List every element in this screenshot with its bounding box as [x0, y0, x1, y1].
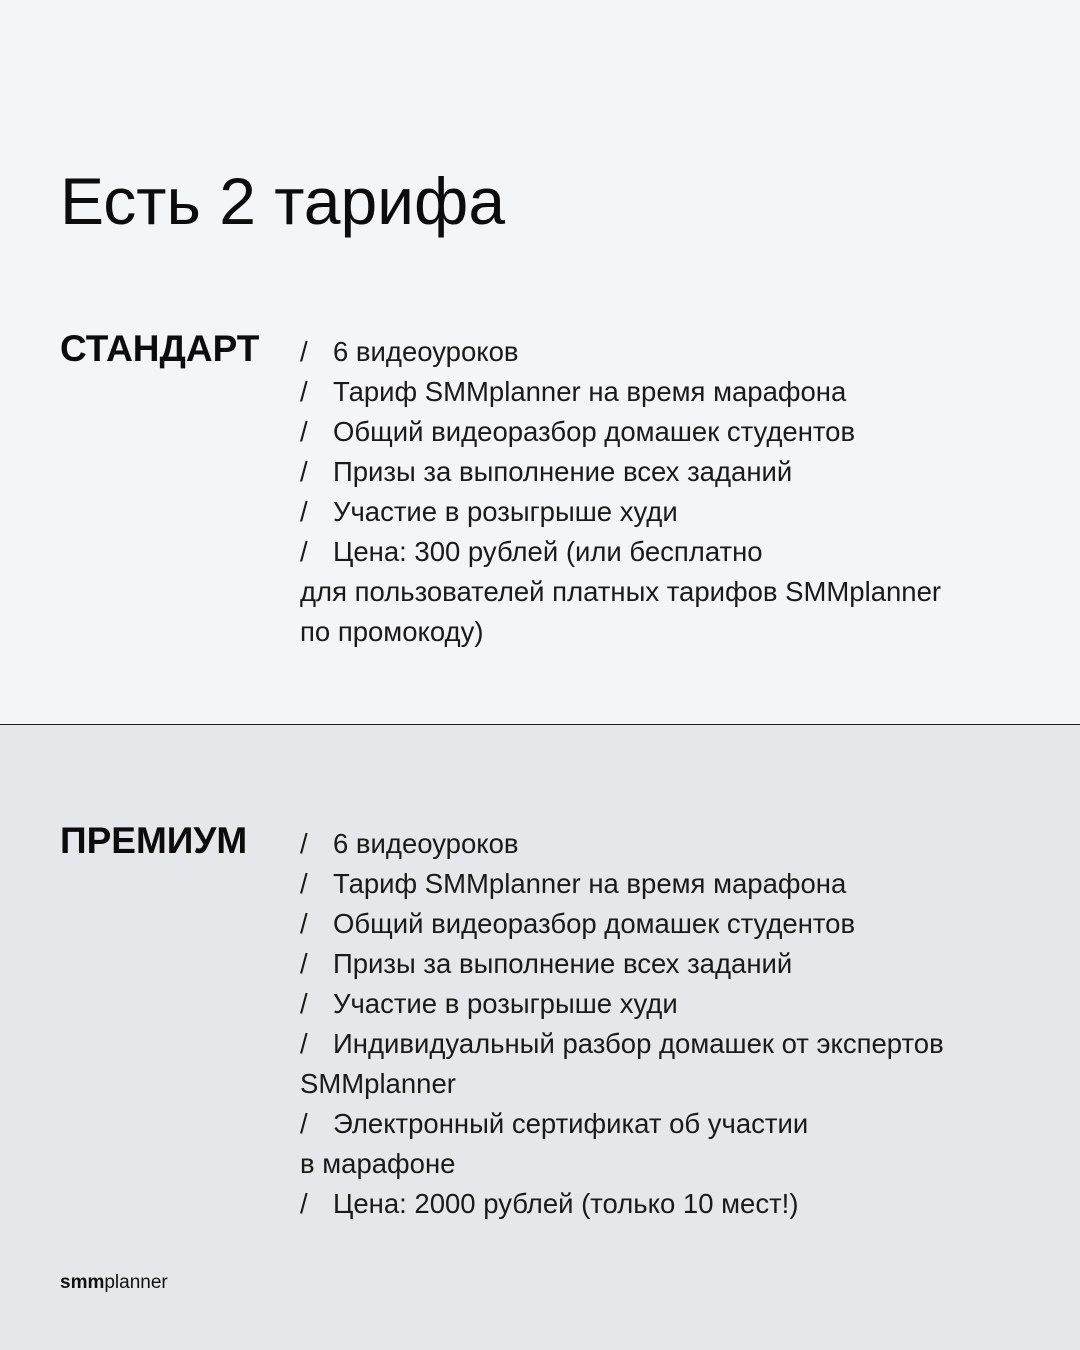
- feature-item: [300, 332, 1040, 372]
- page-title: Есть 2 тарифа: [60, 164, 506, 238]
- feature-text: Тариф SMMplanner на время марафона: [333, 376, 847, 407]
- slash-marker: /: [300, 988, 308, 1019]
- feature-text: Электронный сертификат об участии: [333, 1108, 809, 1139]
- feature-continuation: в марафоне: [300, 1148, 456, 1179]
- smmplanner-logo: [60, 1272, 168, 1294]
- feature-item: [300, 904, 1040, 944]
- feature-continuation: по промокоду): [300, 616, 484, 647]
- feature-continuation: для пользователей платных тарифов SMMplanner: [300, 576, 942, 607]
- feature-text: 6 видеоуроков: [333, 828, 519, 859]
- tier-name-premium: ПРЕМИУМ: [60, 820, 248, 861]
- feature-text: 6 видеоуроков: [333, 336, 519, 367]
- feature-text: Цена: 2000 рублей (только 10 мест!): [333, 1188, 799, 1219]
- slash-marker: /: [300, 336, 308, 367]
- slash-marker: /: [300, 828, 308, 859]
- feature-text: Призы за выполнение всех заданий: [333, 948, 793, 979]
- slash-marker: /: [300, 496, 308, 527]
- premium-feature-list: [300, 824, 1040, 1224]
- slash-marker: /: [300, 868, 308, 899]
- slash-marker: /: [300, 1108, 308, 1139]
- feature-item: [300, 984, 1040, 1024]
- slash-marker: /: [300, 536, 308, 567]
- feature-item-price: [300, 1184, 1040, 1224]
- feature-item: [300, 944, 1040, 984]
- feature-item: [300, 452, 1040, 492]
- feature-text: Общий видеоразбор домашек студентов: [333, 416, 856, 447]
- slash-marker: /: [300, 1188, 308, 1219]
- slash-marker: /: [300, 908, 308, 939]
- logo-bold-part: smm: [60, 1272, 105, 1293]
- feature-item-price: [300, 532, 1040, 572]
- feature-text: Участие в розыгрыше худи: [333, 496, 678, 527]
- feature-text: Индивидуальный разбор домашек от экспертов: [333, 1028, 944, 1059]
- feature-text: Участие в розыгрыше худи: [333, 988, 678, 1019]
- feature-text: Общий видеоразбор домашек студентов: [333, 908, 856, 939]
- standard-feature-list: [300, 332, 1040, 652]
- logo-light-part: planner: [104, 1272, 168, 1293]
- feature-item: [300, 1104, 1040, 1144]
- feature-item: [300, 1024, 1040, 1064]
- slash-marker: /: [300, 376, 308, 407]
- feature-text: Призы за выполнение всех заданий: [333, 456, 793, 487]
- feature-item: [300, 412, 1040, 452]
- slash-marker: /: [300, 1028, 308, 1059]
- feature-item: [300, 864, 1040, 904]
- feature-text: Тариф SMMplanner на время марафона: [333, 868, 847, 899]
- slash-marker: /: [300, 416, 308, 447]
- slash-marker: /: [300, 948, 308, 979]
- feature-item: [300, 492, 1040, 532]
- feature-continuation: SMMplanner: [300, 1068, 456, 1099]
- feature-item: [300, 824, 1040, 864]
- feature-text: Цена: 300 рублей (или бесплатно: [333, 536, 763, 567]
- feature-item: [300, 372, 1040, 412]
- slash-marker: /: [300, 456, 308, 487]
- tier-name-standard: СТАНДАРТ: [60, 328, 260, 369]
